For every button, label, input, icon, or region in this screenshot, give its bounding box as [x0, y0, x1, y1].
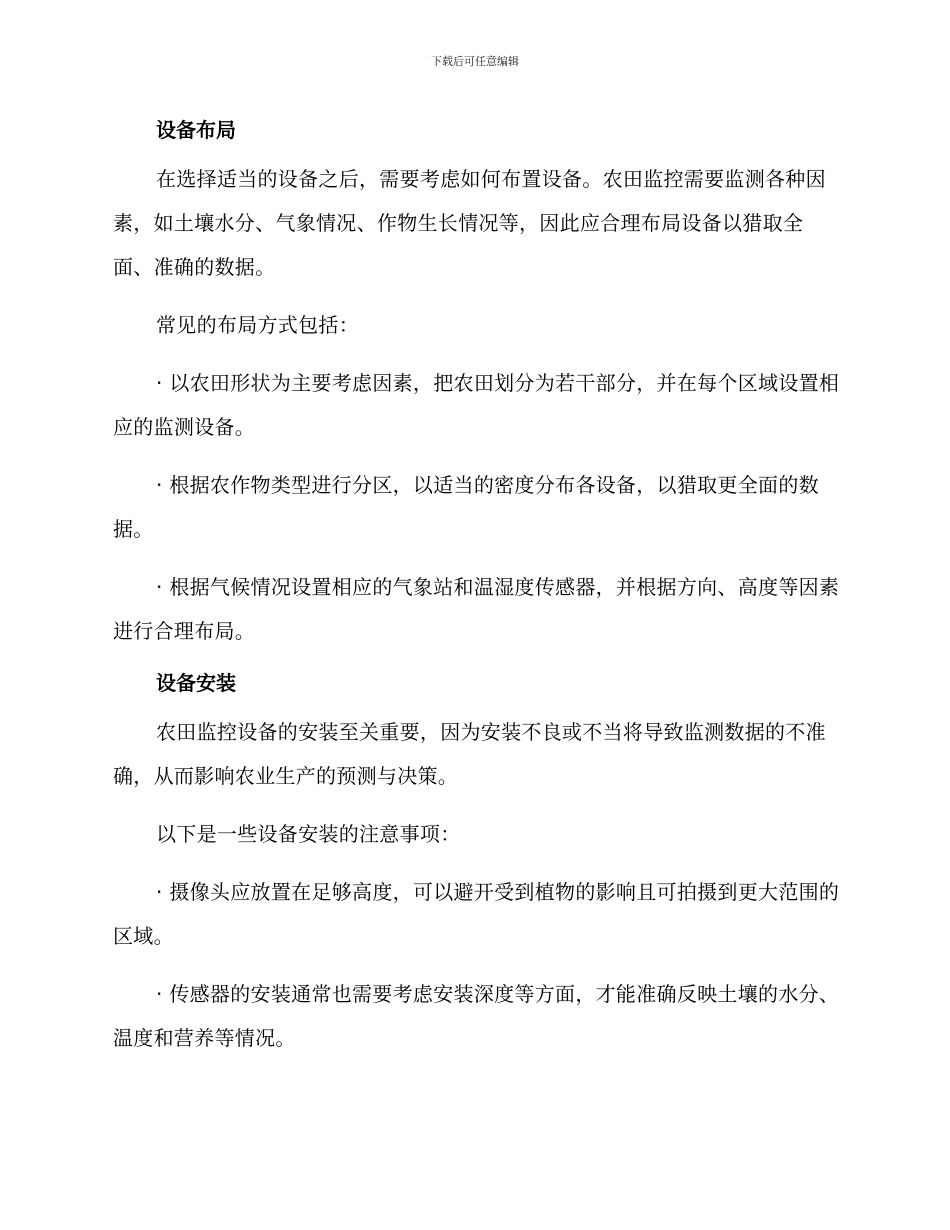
- bullet-item: · 根据农作物类型进行分区，以适当的密度分布各设备，以猎取更全面的数据。: [113, 473, 819, 541]
- page-header: 下载后可任意编辑: [431, 55, 519, 68]
- bullet-item: · 以农田形状为主要考虑因素，把农田划分为若干部分，并在每个区域设置相应的监测设备。: [113, 371, 840, 439]
- paragraph-layout-intro: 在选择适当的设备之后，需要考虑如何布置设备。农田监控需要监测各种因素，如土壤水分、气象情况、作物生长情况等，因此应合理布局设备以猎取全面、准确的数据。: [113, 167, 826, 279]
- bullet-item: · 传感器的安装通常也需要考虑安装深度等方面，才能准确反映土壤的水分、温度和营养等情况。: [113, 982, 840, 1050]
- paragraph-layout-list-intro: 常见的布局方式包括：: [156, 313, 359, 337]
- document-body: [113, 114, 841, 1060]
- bullet-item: · 摄像头应放置在足够高度，可以避开受到植物的影响且可拍摄到更大范围的区域。: [113, 880, 840, 948]
- paragraph-installation-intro: 农田监控设备的安装至关重要，因为安装不良或不当将导致监测数据的不准确，从而影响农业生产的预测与决策。: [113, 720, 826, 788]
- paragraph-installation-list-intro: 以下是一些设备安装的注意事项：: [156, 822, 461, 846]
- bullet-item: · 根据气候情况设置相应的气象站和温湿度传感器，并根据方向、高度等因素进行合理布局。: [113, 575, 840, 643]
- section-heading-installation: 设备安装: [156, 671, 236, 695]
- section-heading-layout: 设备布局: [156, 118, 236, 142]
